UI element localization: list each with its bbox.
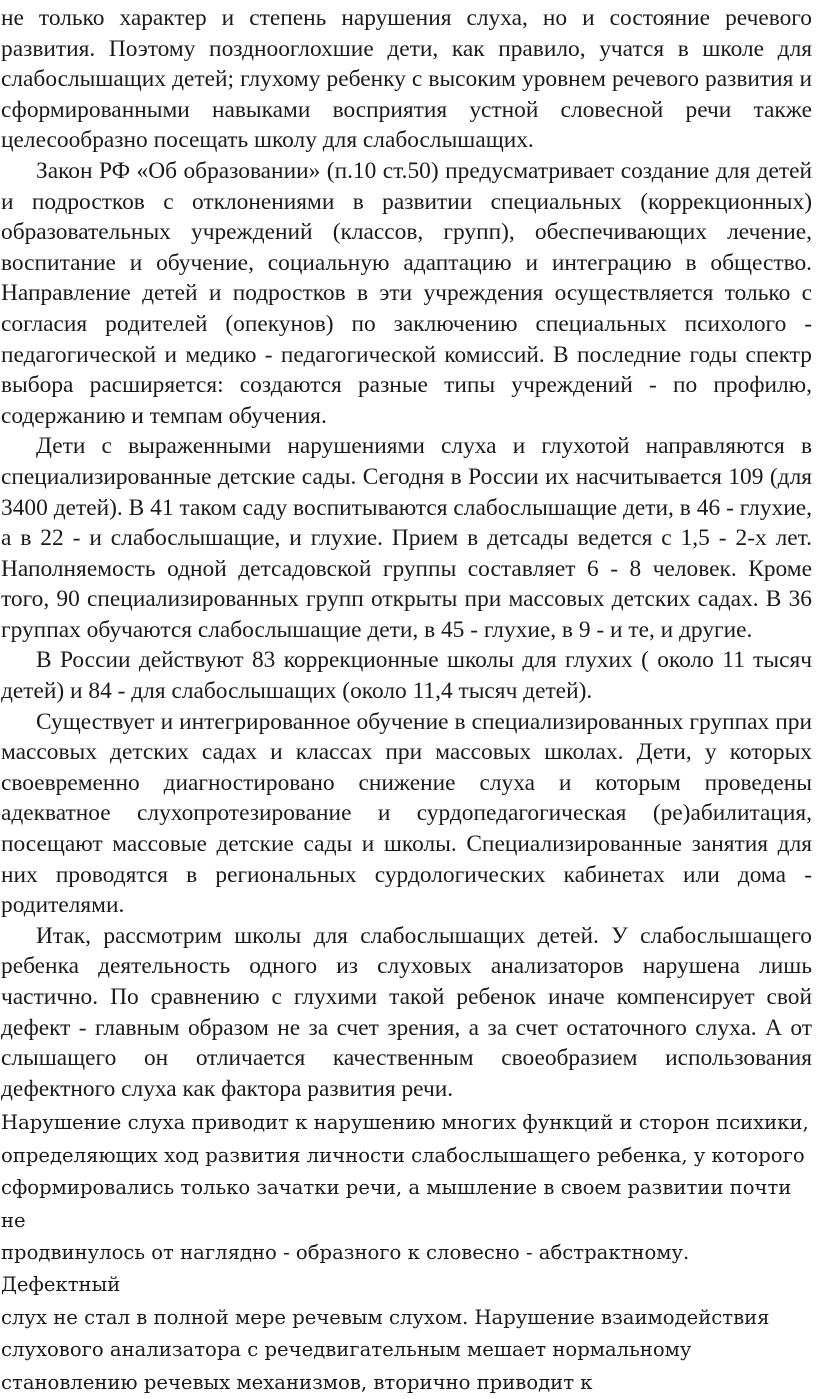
- text-line: Нарушение слуха приводит к нарушению многих функций и сторон психики,: [1, 1111, 809, 1135]
- text-line: сформировались только зачатки речи, а мышление в своем развитии почти не: [1, 1176, 792, 1232]
- paragraph-hearing-impairment: [1, 1104, 812, 1399]
- text-line: определяющих ход развития личности слабослышащего ребенка, у которого: [1, 1143, 805, 1167]
- text-line: слух не стал в полной мере речевым слухом. Нарушение взаимодействия: [1, 1305, 770, 1329]
- text-line: слухового анализатора с речедвигательным мешает нормальному: [1, 1338, 692, 1362]
- paragraph-continuation: не только характер и степень нарушения слуха, но и состояние речевого развития. Поэтому позднооглохшие дети, как правило, учатся в школе для слабослышащих детей; глухому ребенку с высоким уровнем речевого развития и сформированными навыками восприятия устной словесной речи также целесообразно посещать школу для слабослышащих.: [1, 5, 812, 154]
- paragraph-integrated-learning: Существует и интегрированное обучение в специализированных группах при массовых детских садах и классах при массовых школах. Дети, у которых своевременно диагностировано снижение слуха и которым проведены адекватное слухопротезирование и сурдопедагогическая (ре)абилитация, посещают массовые детские сады и школы. Специализированные занятия для них проводятся в региональных сурдологических кабинетах или дома - родителями.: [1, 708, 812, 919]
- paragraph-schools-count: В России действуют 83 коррекционные школы для глухих ( около 11 тысяч детей) и 84 - для слабослышащих (около 11,4 тысяч детей).: [1, 647, 812, 705]
- text-line: продвинулось от наглядно - образного к словесно - абстрактному. Дефектный: [1, 1241, 690, 1297]
- paragraph-kindergartens: Дети с выраженными нарушениями слуха и глухотой направляются в специализированные детские сады. Сегодня в России их насчитывается 109 (для 3400 детей). В 41 таком саду воспитываются слабослышащие дети, в 46 - глухие, а в 22 - и слабослышащие, и глухие. Прием в детсады ведется с 1,5 - 2-х лет. Наполняемость одной детсадовской группы составляет 6 - 8 человек. Кроме того, 90 специализированных групп открыты при массовых детских садах. В 36 группах обучаются слабослышащие дети, в 45 - глухие, в 9 - и те, и другие.: [1, 433, 812, 643]
- paragraph-education-law: Закон РФ «Об образовании» (п.10 ст.50) предусматривает создание для детей и подростков с отклонениями в развитии специальных (коррекционных) образовательных учреждений (классов, групп), обеспечивающих лечение, воспитание и обучение, социальную адаптацию и интеграцию в общество. Направление детей и подростков в эти учреждения осуществляется только с согласия родителей (опекунов) по заключению специальных психолого - педагогической и медико - педагогической комиссий. В последние годы спектр выбора расширяется: создаются разные типы учреждений - по профилю, содержанию и темпам обучения.: [1, 157, 812, 429]
- text-line: становлению речевых механизмов, вторично приводит к: [1, 1370, 593, 1394]
- paragraph-hard-of-hearing-schools: Итак, рассмотрим школы для слабослышащих детей. У слабослышащего ребенка деятельность одного из слуховых анализаторов нарушена лишь частично. По сравнению с глухими такой ребенок иначе компенсирует свой дефект - главным образом не за счет зрения, а за счет остаточного слуха. А от слышащего он отличается качественным своеобразием использования дефектного слуха как фактора развития речи.: [1, 922, 812, 1102]
